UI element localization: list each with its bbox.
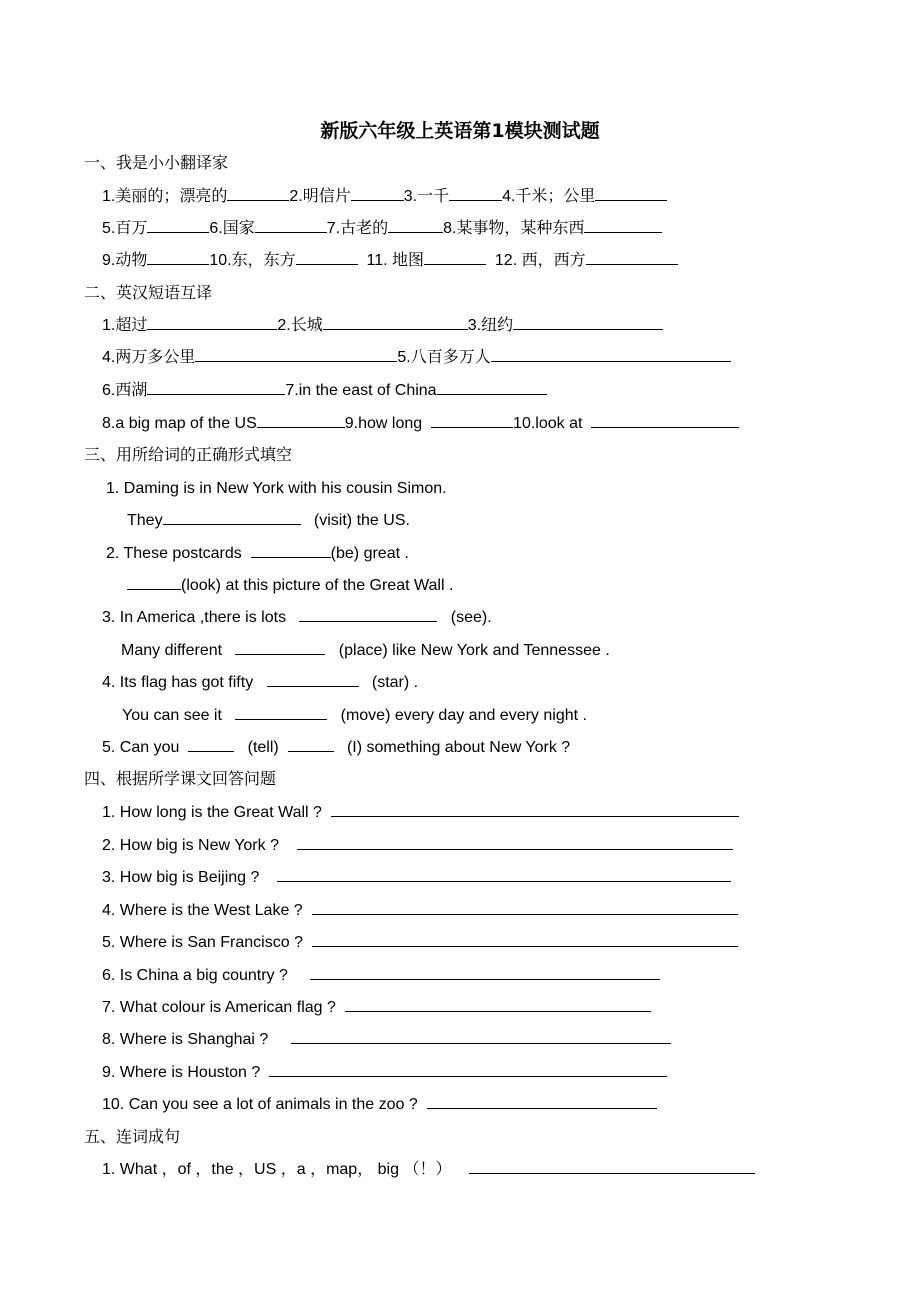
- item-label: 12. 西，西方: [494, 252, 586, 269]
- sentence-text: 5. Can you: [102, 739, 180, 756]
- question-row: [102, 867, 731, 889]
- sentence-text: (place) like New York and Tennessee .: [338, 642, 610, 659]
- question-row: [102, 835, 733, 857]
- item-label: 5.百万: [102, 220, 148, 237]
- question-text: 1. How long is the Great Wall ?: [102, 804, 322, 821]
- item-label: 7.古老的: [326, 220, 389, 237]
- fill-sentence: [102, 737, 570, 759]
- item-label: 3.纽约: [467, 317, 514, 334]
- answer-line[interactable]: [277, 867, 731, 882]
- item-label: 9.动物: [102, 252, 148, 269]
- sentence-text: 4. Its flag has got fifty: [102, 674, 254, 691]
- answer-blank[interactable]: [491, 347, 731, 362]
- answer-blank[interactable]: [591, 413, 739, 428]
- question-text: 6. Is China a big country ?: [102, 967, 288, 984]
- answer-line[interactable]: [469, 1159, 755, 1174]
- item-label: 3.一千: [403, 188, 450, 205]
- page-title: 新版六年级上英语第1模块测试题: [320, 120, 600, 142]
- answer-blank[interactable]: [351, 186, 404, 201]
- answer-line[interactable]: [312, 900, 738, 915]
- item-label: 4.千米；公里: [502, 188, 596, 205]
- answer-blank[interactable]: [449, 186, 502, 201]
- fill-sentence: [106, 478, 447, 500]
- answer-blank[interactable]: [147, 218, 209, 233]
- item-label: 9.how long: [344, 415, 423, 432]
- answer-blank[interactable]: [513, 315, 663, 330]
- item-label: 6.西湖: [102, 382, 148, 399]
- item-label: 4.两万多公里: [102, 349, 196, 366]
- section2-row-4: [102, 413, 739, 435]
- answer-blank[interactable]: [147, 315, 277, 330]
- sentence-text: You can see it: [122, 707, 222, 724]
- item-label: 10.东，东方: [209, 252, 296, 269]
- answer-line[interactable]: [427, 1094, 657, 1109]
- sentence-text: (move) every day and every night .: [340, 707, 587, 724]
- answer-blank[interactable]: [299, 607, 437, 622]
- question-text: 9. Where is Houston ?: [102, 1064, 261, 1081]
- answer-blank[interactable]: [235, 705, 327, 720]
- fill-sentence: [106, 543, 409, 565]
- answer-blank[interactable]: [251, 543, 331, 558]
- section1-row-2: [102, 218, 662, 240]
- question-text: 3. How big is Beijing ?: [102, 869, 260, 886]
- answer-blank[interactable]: [586, 250, 678, 265]
- sentence-text: 2. These postcards: [106, 545, 242, 562]
- answer-line[interactable]: [291, 1029, 671, 1044]
- fill-sentence: [102, 672, 418, 694]
- sentence-text: (be) great .: [330, 545, 409, 562]
- answer-line[interactable]: [297, 835, 733, 850]
- answer-line[interactable]: [345, 997, 651, 1012]
- answer-blank[interactable]: [437, 380, 547, 395]
- answer-line[interactable]: [310, 965, 660, 980]
- answer-blank[interactable]: [255, 218, 327, 233]
- section-heading-4: 四、根据所学课文回答问题: [84, 771, 277, 788]
- answer-blank[interactable]: [127, 575, 181, 590]
- sentence-text: (star) .: [371, 674, 419, 691]
- item-label: 1.超过: [102, 317, 148, 334]
- answer-blank[interactable]: [431, 413, 513, 428]
- sentence-text: Many different: [121, 642, 223, 659]
- section1-row-1: [102, 186, 667, 208]
- sentence-text: (see).: [450, 609, 492, 626]
- answer-blank[interactable]: [584, 218, 662, 233]
- section1-row-3: [102, 250, 678, 272]
- question-row: [102, 1159, 755, 1181]
- sentence-text: (I) something about New York ?: [346, 739, 571, 756]
- section-heading-2: 二、英汉短语互译: [84, 285, 213, 302]
- question-text: 2. How big is New York ?: [102, 837, 279, 854]
- answer-blank[interactable]: [188, 737, 234, 752]
- answer-blank[interactable]: [235, 640, 325, 655]
- answer-blank[interactable]: [595, 186, 667, 201]
- question-row: [102, 932, 738, 954]
- item-label: 6.国家: [209, 220, 255, 237]
- answer-blank[interactable]: [296, 250, 358, 265]
- sentence-text: (visit) the US.: [313, 512, 410, 529]
- question-row: [102, 965, 660, 987]
- item-label: 1.美丽的；漂亮的: [102, 188, 228, 205]
- section-heading-3: 三、用所给词的正确形式填空: [84, 447, 293, 464]
- item-label: 2.明信片: [289, 188, 351, 205]
- answer-blank[interactable]: [163, 510, 301, 525]
- answer-blank[interactable]: [323, 315, 468, 330]
- answer-blank[interactable]: [267, 672, 359, 687]
- fill-sentence: [102, 607, 492, 629]
- answer-blank[interactable]: [257, 413, 345, 428]
- answer-blank[interactable]: [195, 347, 397, 362]
- answer-blank[interactable]: [227, 186, 289, 201]
- section-heading-1: 一、我是小小翻译家: [84, 155, 229, 172]
- sentence-text: 3. In America ,there is lots: [102, 609, 287, 626]
- item-label: 2.长城: [277, 317, 323, 334]
- fill-sentence: [127, 510, 410, 532]
- answer-line[interactable]: [269, 1062, 667, 1077]
- section-heading-5: 五、连词成句: [84, 1129, 181, 1146]
- answer-blank[interactable]: [147, 250, 209, 265]
- answer-blank[interactable]: [288, 737, 334, 752]
- question-row: [102, 802, 739, 824]
- answer-line[interactable]: [331, 802, 739, 817]
- answer-line[interactable]: [312, 932, 738, 947]
- question-text: 10. Can you see a lot of animals in the zoo ?: [102, 1096, 418, 1113]
- question-row: [102, 1062, 667, 1084]
- item-label: 8.某事物，某种东西: [443, 220, 585, 237]
- sentence-text: They: [127, 512, 163, 529]
- fill-sentence: [122, 705, 587, 727]
- question-text: 8. Where is Shanghai ?: [102, 1031, 269, 1048]
- item-label: 10.look at: [513, 415, 583, 432]
- question-row: [102, 1029, 671, 1051]
- item-label: 11. 地图: [366, 252, 425, 269]
- item-label: 8.a big map of the US: [102, 415, 257, 432]
- answer-blank[interactable]: [424, 250, 486, 265]
- fill-sentence: [121, 640, 610, 662]
- question-text: 5. Where is San Francisco ?: [102, 934, 303, 951]
- answer-blank[interactable]: [147, 380, 285, 395]
- section2-row-2: [102, 347, 731, 369]
- fill-sentence: [127, 575, 453, 597]
- sentence-text: (look) at this picture of the Great Wall .: [181, 577, 454, 594]
- item-label: 5.八百多万人: [397, 349, 491, 366]
- question-row: [102, 997, 651, 1019]
- question-row: [102, 900, 738, 922]
- question-text: 1. What ，of ，the ，US ，a ，map， big （！）: [102, 1161, 452, 1178]
- answer-blank[interactable]: [388, 218, 443, 233]
- question-row: [102, 1094, 657, 1116]
- sentence-text: (tell): [247, 739, 279, 756]
- item-label: 7.in the east of China: [285, 382, 437, 399]
- section2-row-3: [102, 380, 547, 402]
- section2-row-1: [102, 315, 663, 337]
- question-text: 7. What colour is American flag ?: [102, 999, 336, 1016]
- sentence-text: 1. Daming is in New York with his cousin Simon.: [106, 480, 447, 497]
- question-text: 4. Where is the West Lake ?: [102, 902, 303, 919]
